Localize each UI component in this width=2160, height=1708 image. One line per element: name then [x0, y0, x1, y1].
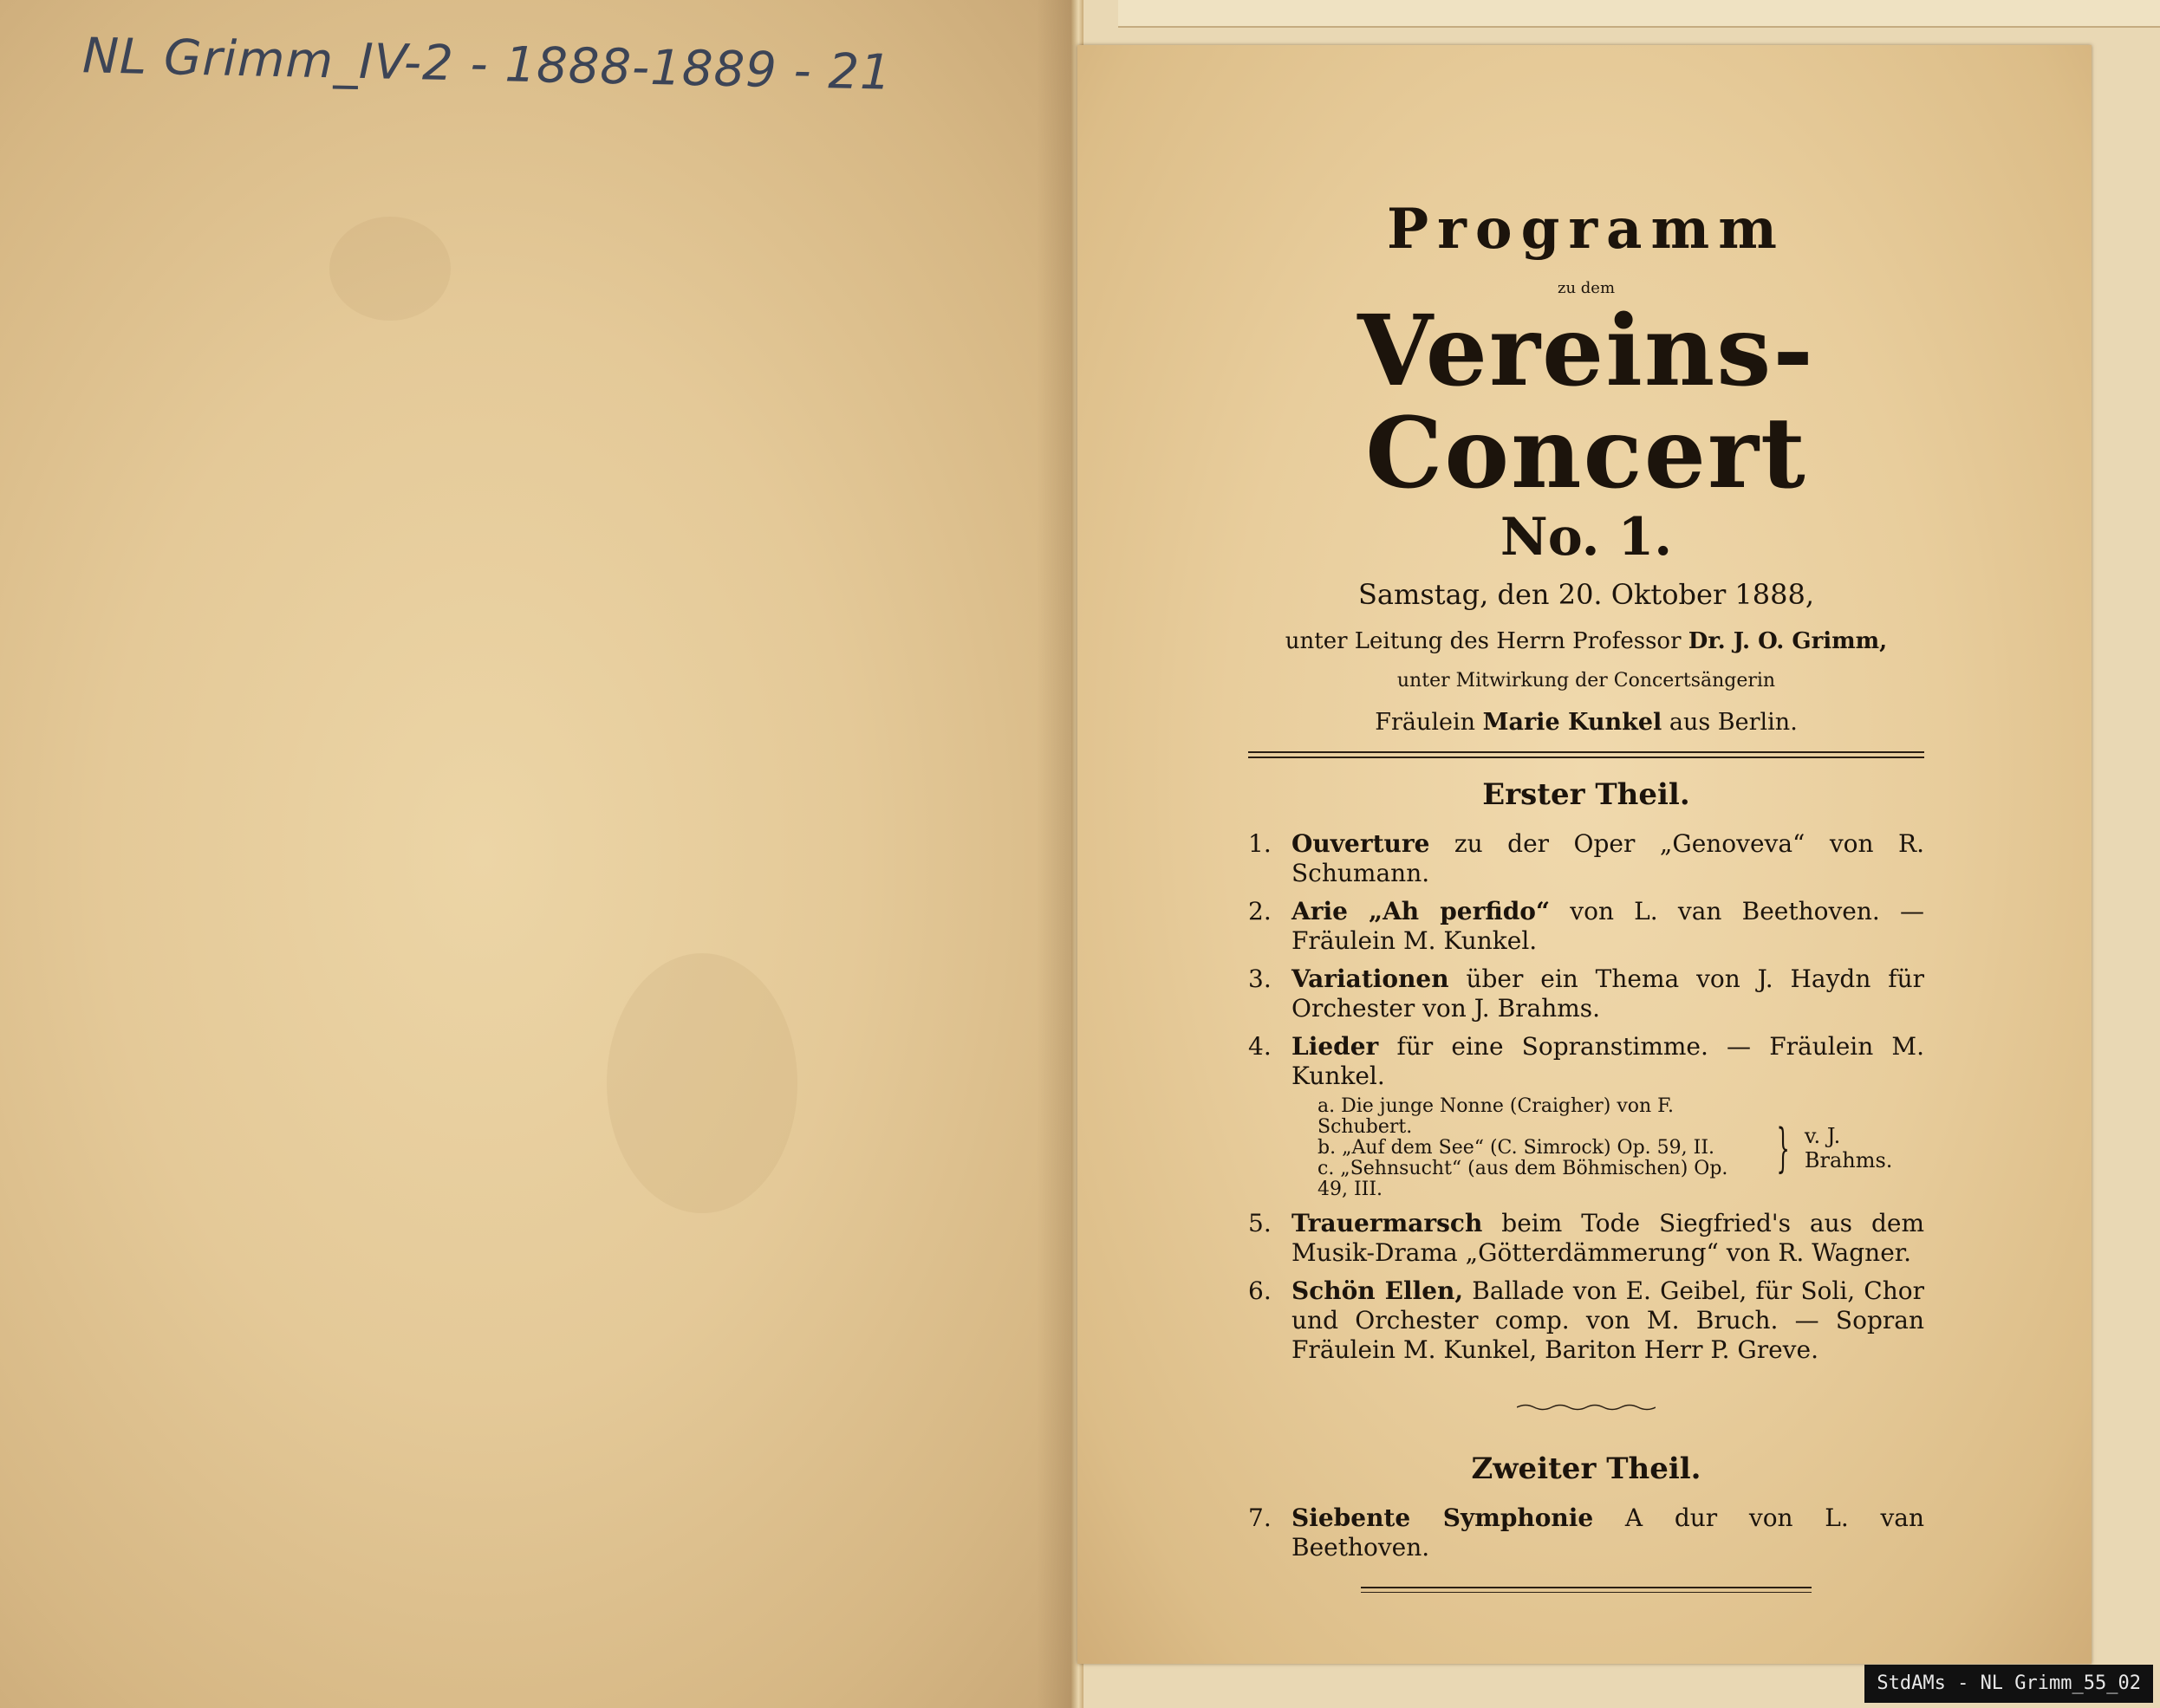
programme-item: 1. Ouverture zu der Oper „Genoveva“ von R. Schumann.: [1248, 828, 1924, 887]
archive-note: NL Grimm_IV-2 - 1888-1889 - 21: [81, 28, 893, 101]
concert-name: Vereins-Concert: [1357, 295, 1815, 510]
conductor-line: unter Leitung des Herrn Professor Dr. J. O. Grimm,: [1285, 627, 1888, 654]
part-two-heading: Zweiter Theil.: [1471, 1451, 1701, 1486]
part-one-heading: Erster Theil.: [1482, 776, 1690, 812]
conductor-name: Dr. J. O. Grimm,: [1688, 627, 1888, 654]
lied-item: b. „Auf dem See“ (C. Simrock) Op. 59, II.: [1317, 1136, 1715, 1159]
left-page: [0, 0, 1071, 1708]
programme-item: 2. Arie „Ah perfido“ von L. van Beethoven. — Fräulein M. Kunkel.: [1248, 896, 1924, 955]
end-divider: [1361, 1587, 1812, 1593]
singer-line: Fräulein Marie Kunkel aus Berlin.: [1375, 708, 1798, 736]
brace: }: [1776, 1117, 1790, 1179]
concert-number: No. 1.: [1500, 506, 1673, 568]
part-two-list: [1248, 1503, 1924, 1562]
programme-subtitle: zu dem: [1557, 279, 1616, 298]
ornament-divider: [1517, 1403, 1656, 1412]
programme-content: [1248, 199, 1924, 1593]
programme-item: 6. Schön Ellen, Ballade von E. Geibel, für Soli, Chor und Orchester comp. von M. Bruch. — Sopran Fräulein M. Kunkel, Bariton Herr P. Greve.: [1248, 1276, 1924, 1364]
programme-item: 4. Lieder für eine Sopranstimme. — Fräulein M. Kunkel.: [1248, 1031, 1924, 1090]
lied-item: a. Die junge Nonne (Craigher) von F. Schubert.: [1317, 1094, 1675, 1138]
lieder-composer: v. J. Brahms.: [1804, 1123, 1893, 1172]
part-one-list: [1248, 829, 1924, 1365]
programme-item: 5. Trauermarsch beim Tode Siegfried's aus dem Musik-Drama „Götterdämmerung“ von R. Wagner.: [1248, 1208, 1924, 1267]
programme-item: 3. Variationen über ein Thema von J. Haydn für Orchester von J. Brahms.: [1248, 964, 1924, 1023]
programme-item: 7. Siebente Symphonie A dur von L. van Beethoven.: [1248, 1503, 1924, 1562]
assist-line: unter Mitwirkung der Concertsängerin: [1396, 669, 1776, 692]
paper-stain: [329, 217, 451, 321]
divider: [1248, 751, 1924, 758]
singer-name: Marie Kunkel: [1482, 708, 1662, 736]
paper-stain: [607, 953, 797, 1213]
programme-title: Programm: [1387, 197, 1786, 262]
concert-date: Samstag, den 20. Oktober 1888,: [1357, 577, 1815, 611]
lied-item: c. „Sehnsucht“ (aus dem Böhmischen) Op. 49, III.: [1317, 1157, 1728, 1200]
archive-label: StdAMs - NL Grimm_55_02: [1864, 1665, 2153, 1703]
lieder-list: [1291, 1096, 1924, 1200]
